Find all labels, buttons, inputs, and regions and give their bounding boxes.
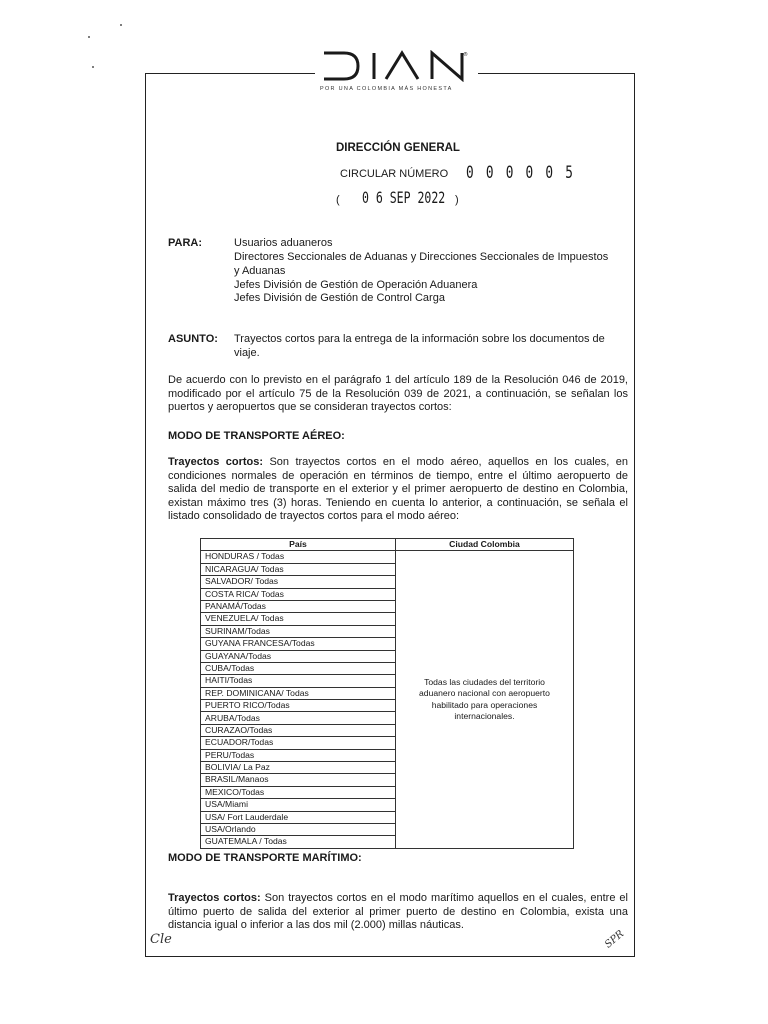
initials-left: Cle — [150, 932, 172, 947]
document-title: DIRECCIÓN GENERAL — [336, 142, 460, 154]
pais-cell: BOLIVIA/ La Paz — [201, 762, 396, 774]
scan-speck — [88, 36, 90, 38]
pais-cell: GUYANA FRANCESA/Todas — [201, 638, 396, 650]
asunto-text: Trayectos cortos para la entrega de la información sobre los documentos de — [234, 333, 605, 345]
ciudad-cell: Todas las ciudades del territorio aduanero nacional con aeropuerto habilitado para operaciones internacionales. — [396, 551, 574, 848]
scan-speck — [92, 66, 94, 68]
aereo-paragraph — [168, 456, 628, 524]
circular-number: 0 0 0 0 0 5 — [466, 163, 576, 183]
initials-right: SPR — [602, 928, 627, 951]
date-paren-open: ( — [336, 194, 340, 206]
para-recipient: Usuarios aduaneros — [234, 237, 333, 249]
pais-cell: REP. DOMINICANA/ Todas — [201, 687, 396, 699]
asunto-label: ASUNTO: — [168, 333, 218, 345]
maritimo-paragraph — [168, 892, 628, 933]
col-header-ciudad: Ciudad Colombia — [396, 539, 574, 551]
aereo-lead: Trayectos cortos: — [168, 456, 264, 468]
intro-paragraph: De acuerdo con lo previsto en el parágrafo 1 del artículo 189 de la Resolución 046 de 2019, modificado por el artículo 75 de la Resolución 039 de 2021, a continuación, se señalan los puertos y aeropuertos que se consideran trayectos cortos: — [168, 374, 628, 414]
dian-logo — [322, 50, 468, 82]
pais-cell: PUERTO RICO/Todas — [201, 700, 396, 712]
pais-cell: USA/ Fort Lauderdale — [201, 811, 396, 823]
pais-cell: MEXICO/Todas — [201, 786, 396, 798]
maritimo-heading: MODO DE TRANSPORTE MARÍTIMO: — [168, 852, 362, 864]
para-recipient: y Aduanas — [234, 265, 286, 277]
pais-cell: SALVADOR/ Todas — [201, 576, 396, 588]
pais-cell: HONDURAS / Todas — [201, 551, 396, 563]
pais-cell: CUBA/Todas — [201, 662, 396, 674]
pais-cell: HAITI/Todas — [201, 675, 396, 687]
para-recipient: Directores Seccionales de Aduanas y Direcciones Seccionales de Impuestos — [234, 251, 609, 263]
circular-date: 0 6 SEP 2022 — [362, 188, 446, 207]
pais-cell: USA/Miami — [201, 799, 396, 811]
pais-cell: BRASIL/Manaos — [201, 774, 396, 786]
col-header-pais: País — [201, 539, 396, 551]
aereo-text: Son trayectos cortos en el modo aéreo, aquellos en los cuales, en condiciones normales de operación en términos de tiempo, entre el último aeropuerto de salida del medio de transporte en el exterior y el primer aeropuerto de destino en Colombia, existan máximo tres (3) horas. Teniendo en cuenta lo anterior, a continuación, se señala el listado consolidado de trayectos cortos para el modo aéreo: — [168, 456, 628, 523]
table-body — [201, 551, 574, 848]
circular-label: CIRCULAR NÚMERO — [340, 168, 449, 180]
para-recipient: Jefes División de Gestión de Operación Aduanera — [234, 279, 478, 291]
pais-cell: VENEZUELA/ Todas — [201, 613, 396, 625]
pais-cell: ECUADOR/Todas — [201, 737, 396, 749]
asunto-text-cont: viaje. — [234, 347, 260, 359]
pais-cell: GUAYANA/Todas — [201, 650, 396, 662]
pais-cell: NICARAGUA/ Todas — [201, 563, 396, 575]
para-label: PARA: — [168, 237, 203, 249]
pais-cell: PERU/Todas — [201, 749, 396, 761]
pais-cell: SURINAM/Todas — [201, 625, 396, 637]
aereo-heading: MODO DE TRANSPORTE AÉREO: — [168, 430, 345, 442]
scan-speck — [120, 24, 122, 26]
pais-cell: GUATEMALA / Todas — [201, 836, 396, 848]
maritimo-text: Son trayectos cortos en el modo marítimo aquellos en el cuales, entre el último puerto de salida del exterior al primer puerto de destino en Colombia, exista una distancia igual o inferior a las dos mil (2.000) millas náuticas. — [168, 892, 628, 932]
para-recipient: Jefes División de Gestión de Control Carga — [234, 292, 445, 304]
logo-tagline: POR UNA COLOMBIA MÁS HONESTA — [320, 86, 453, 92]
svg-text:®: ® — [463, 52, 468, 58]
pais-cell: USA/Orlando — [201, 823, 396, 835]
pais-cell: PANAMÁ/Todas — [201, 600, 396, 612]
pais-cell: COSTA RICA/ Todas — [201, 588, 396, 600]
trayectos-table — [200, 538, 574, 849]
pais-cell: CURAZAO/Todas — [201, 724, 396, 736]
date-paren-close: ) — [455, 194, 459, 206]
maritimo-lead: Trayectos cortos: — [168, 892, 261, 904]
table-row — [201, 551, 574, 563]
pais-cell: ARUBA/Todas — [201, 712, 396, 724]
